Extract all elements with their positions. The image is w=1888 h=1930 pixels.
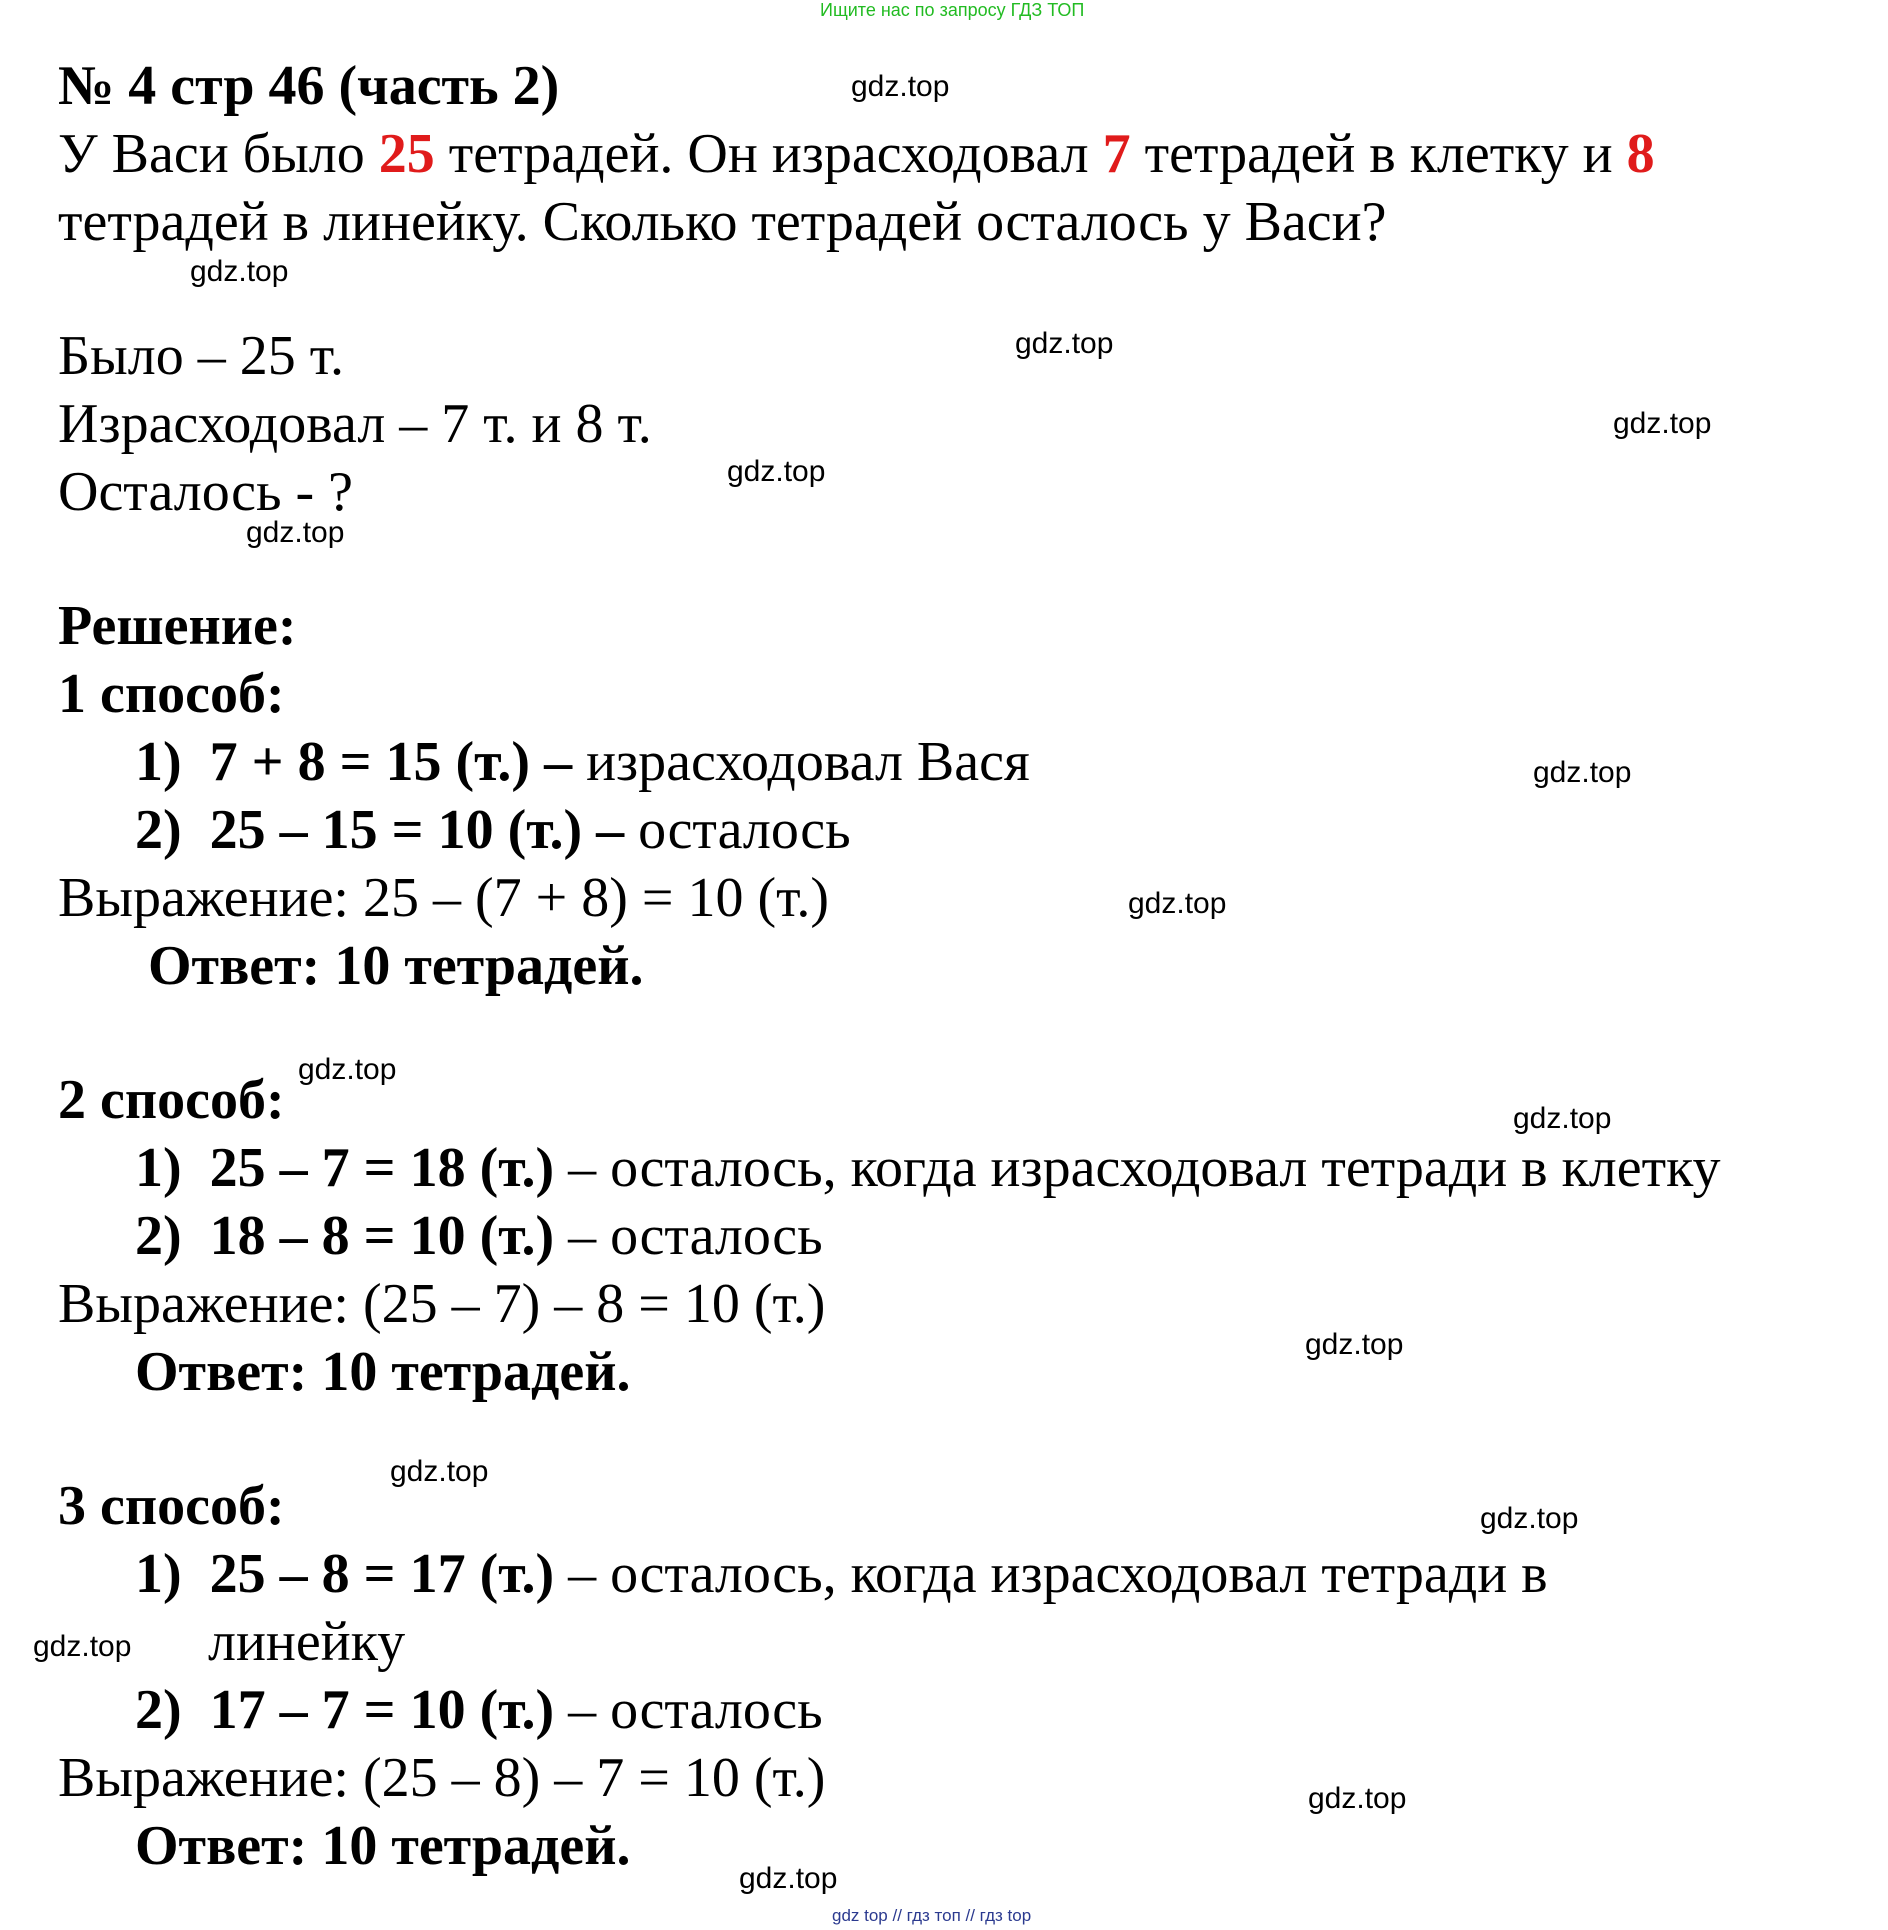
method2-step1 — [135, 1137, 1721, 1199]
number-8: 8 — [1626, 123, 1655, 185]
watermark: gdz.top — [1015, 327, 1114, 360]
step-comment: – осталось — [554, 1679, 823, 1741]
method3-answer: Ответ: 10 тетрадей. — [135, 1815, 631, 1877]
watermark: gdz.top — [1308, 1782, 1407, 1815]
watermark: gdz.top — [1533, 756, 1632, 789]
watermark: gdz.top — [190, 255, 289, 288]
method2-expression: Выражение: (25 – 7) – 8 = 10 (т.) — [58, 1273, 826, 1335]
step-equation: 7 + 8 = 15 (т.) – — [209, 731, 573, 793]
step-equation: 17 – 7 = 10 (т.) — [209, 1679, 555, 1741]
method3-step1 — [135, 1543, 1548, 1605]
watermark: gdz.top — [1513, 1102, 1612, 1135]
method1-step1 — [135, 731, 1030, 793]
condition-left: Осталось - ? — [58, 461, 354, 523]
watermark: gdz.top — [1480, 1502, 1579, 1535]
problem-text-b: тетрадей. Он израсходовал — [434, 123, 1103, 185]
watermark: gdz.top — [1613, 407, 1712, 440]
problem-text-c: тетрадей в клетку и — [1130, 123, 1627, 185]
method3-step2 — [135, 1679, 823, 1741]
method3-expression: Выражение: (25 – 8) – 7 = 10 (т.) — [58, 1747, 826, 1809]
step-comment: – осталось, когда израсходовал тетради в — [554, 1543, 1548, 1605]
watermark: gdz.top — [298, 1053, 397, 1086]
watermark: gdz.top — [1128, 887, 1227, 920]
problem-title: № 4 стр 46 (часть 2) — [58, 55, 560, 117]
watermark: gdz.top — [246, 516, 345, 549]
problem-line-1 — [58, 123, 1655, 185]
watermark: gdz.top — [1305, 1328, 1404, 1361]
method1-label: 1 способ: — [58, 663, 285, 725]
watermark: gdz.top — [851, 70, 950, 103]
problem-text-a: У Васи было — [58, 123, 379, 185]
method2-label: 2 способ: — [58, 1069, 285, 1131]
problem-line-2: тетрадей в линейку. Сколько тетрадей осталось у Васи? — [58, 191, 1387, 253]
method2-step2 — [135, 1205, 823, 1267]
condition-had: Было – 25 т. — [58, 325, 344, 387]
number-25: 25 — [378, 123, 435, 185]
watermark: gdz.top — [33, 1630, 132, 1663]
method1-step2 — [135, 799, 851, 861]
number-7: 7 — [1102, 123, 1131, 185]
step-comment: осталось — [624, 799, 851, 861]
step-number: 1) — [135, 1137, 182, 1199]
method3-step1-continued: линейку — [208, 1611, 406, 1673]
footer-links: gdz top // гдз топ // гдз top — [832, 1906, 1032, 1925]
step-number: 2) — [135, 799, 182, 861]
method3-label: 3 способ: — [58, 1475, 285, 1537]
step-equation: 25 – 8 = 17 (т.) — [209, 1543, 555, 1605]
solution-label: Решение: — [58, 595, 297, 657]
watermark: gdz.top — [727, 455, 826, 488]
method2-answer: Ответ: 10 тетрадей. — [135, 1341, 631, 1403]
watermark: gdz.top — [390, 1455, 489, 1488]
step-number: 2) — [135, 1679, 182, 1741]
search-banner: Ищите нас по запросу ГДЗ ТОП — [820, 0, 1085, 20]
condition-spent: Израсходовал – 7 т. и 8 т. — [58, 393, 652, 455]
method1-expression: Выражение: 25 – (7 + 8) = 10 (т.) — [58, 867, 830, 929]
step-equation: 25 – 15 = 10 (т.) – — [209, 799, 625, 861]
step-comment: – осталось — [554, 1205, 823, 1267]
step-equation: 25 – 7 = 18 (т.) — [209, 1137, 555, 1199]
step-equation: 18 – 8 = 10 (т.) — [209, 1205, 555, 1267]
step-number: 1) — [135, 731, 182, 793]
step-comment: – осталось, когда израсходовал тетради в клетку — [554, 1137, 1721, 1199]
method1-answer: Ответ: 10 тетрадей. — [148, 935, 644, 997]
watermark: gdz.top — [739, 1862, 838, 1895]
step-number: 1) — [135, 1543, 182, 1605]
step-comment: израсходовал Вася — [572, 731, 1030, 793]
step-number: 2) — [135, 1205, 182, 1267]
